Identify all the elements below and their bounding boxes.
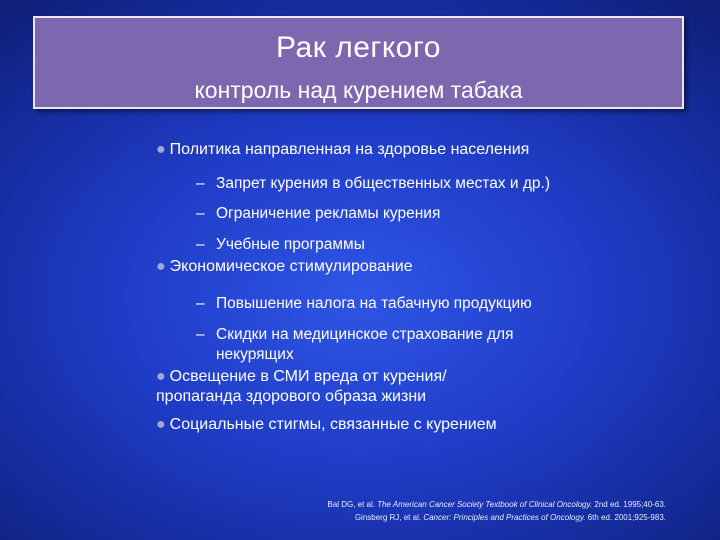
bullet-item xyxy=(156,257,656,277)
slide-subtitle: контроль над курением табака xyxy=(194,77,523,103)
bullet-item xyxy=(156,140,656,160)
sub-bullet-text: Запрет курения в общественных местах и др.) xyxy=(216,175,551,192)
reference-details: 6th ed. 2001;925-983. xyxy=(587,513,666,522)
bullet-text: Экономическое стимулирование xyxy=(169,258,413,275)
dash-icon: – xyxy=(196,205,205,222)
reference-line xyxy=(327,511,666,524)
sub-bullet-text: Повышение налога на табачную продукцию xyxy=(216,295,532,312)
bullet-dot-icon: ● xyxy=(156,258,166,275)
bullet-dot-icon: ● xyxy=(156,368,166,385)
bullet-text: Освещение в СМИ вреда от курения/ пропаганда здорового образа жизни xyxy=(156,368,447,405)
sub-bullet-item xyxy=(156,235,656,255)
reference-author: Bal DG, et al. xyxy=(327,500,375,509)
references xyxy=(327,498,666,524)
sub-bullet-item xyxy=(156,325,556,365)
reference-title: The American Cancer Society Textbook of Clinical Oncology. xyxy=(377,500,593,509)
dash-icon: – xyxy=(196,175,205,192)
title-box xyxy=(33,16,684,109)
bullet-text: Социальные стигмы, связанные с курением xyxy=(169,416,497,433)
slide-title: Рак легкого xyxy=(276,31,441,64)
bullet-list xyxy=(156,140,656,433)
bullet-dot-icon: ● xyxy=(156,416,166,433)
bullet-text: Политика направленная на здоровье населения xyxy=(169,141,530,158)
bullet-item xyxy=(156,415,656,435)
sub-bullet-text: Скидки на медицинское страхование для некурящих xyxy=(216,326,514,363)
reference-author: Ginsberg RJ, et al. xyxy=(354,513,422,522)
reference-title: Cancer: Principles and Practices of Oncology. xyxy=(423,513,586,522)
reference-details: 2nd ed. 1995;40-63. xyxy=(594,500,666,509)
sub-bullet-item xyxy=(156,174,656,194)
bullet-item xyxy=(156,367,506,407)
sub-bullet-text: Учебные программы xyxy=(216,236,365,253)
reference-line xyxy=(327,498,666,511)
dash-icon: – xyxy=(196,295,205,312)
dash-icon: – xyxy=(196,326,205,343)
bullet-dot-icon: ● xyxy=(156,141,166,158)
sub-bullet-item xyxy=(156,204,656,224)
sub-bullet-item xyxy=(156,294,656,314)
sub-bullet-text: Ограничение рекламы курения xyxy=(216,205,441,222)
dash-icon: – xyxy=(196,236,205,253)
